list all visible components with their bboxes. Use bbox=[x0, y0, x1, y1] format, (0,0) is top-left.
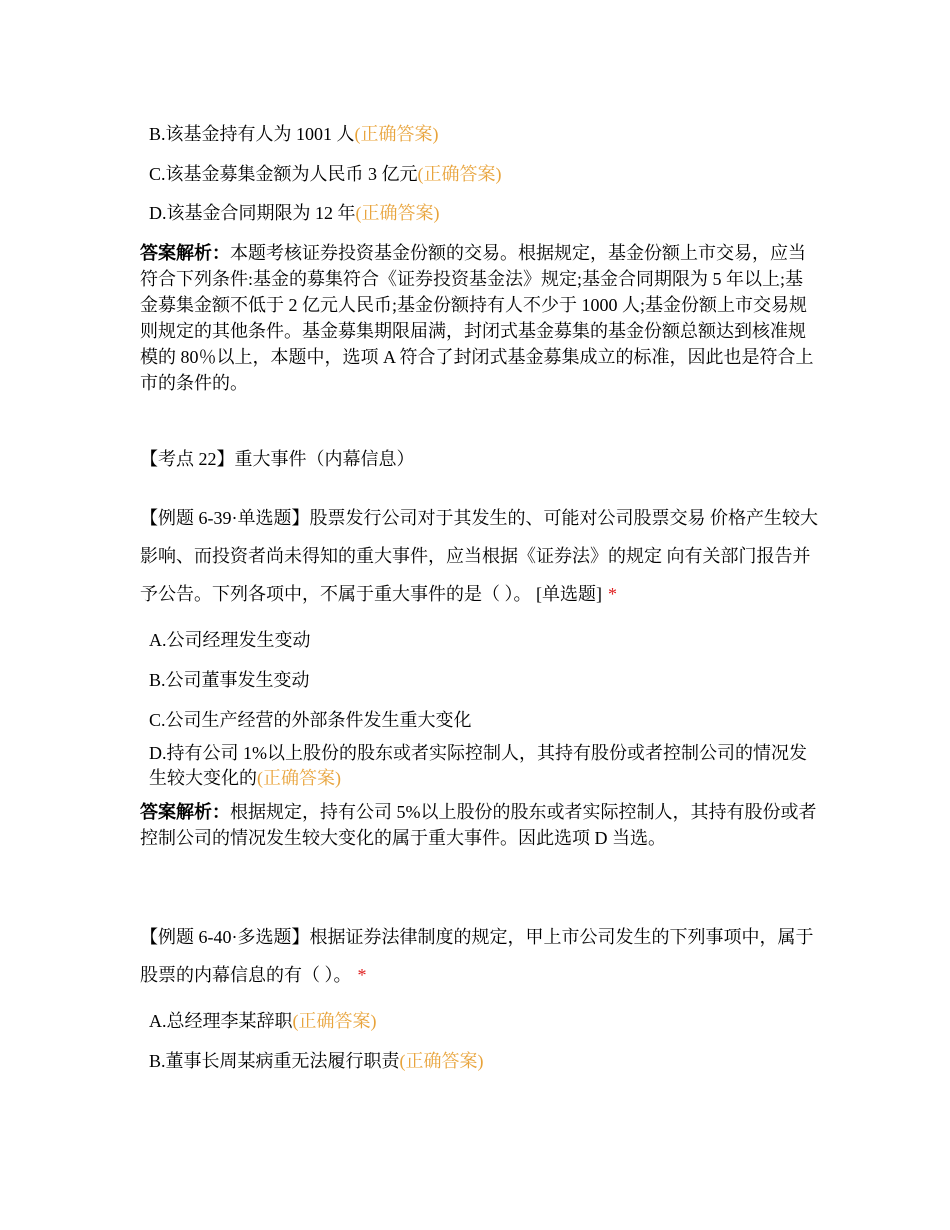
analysis-text: 根据规定，持有公司 5%以上股份的股东或者实际控制人，其持有股份或者控制公司的情况发生较大变化的属于重大事件。因此选项 D 当选。 bbox=[140, 802, 817, 848]
correct-answer-tag: (正确答案) bbox=[354, 124, 439, 144]
option-text: A.公司经理发生变动 bbox=[149, 630, 311, 650]
correct-answer-tag: (正确答案) bbox=[257, 768, 341, 788]
answer-analysis-q1 bbox=[140, 799, 820, 851]
option-b-q2[interactable] bbox=[149, 1049, 829, 1073]
option-c-q1[interactable] bbox=[149, 708, 829, 732]
option-text: B.公司董事发生变动 bbox=[149, 670, 310, 690]
required-mark: * bbox=[608, 584, 617, 604]
option-text: B.该基金持有人为 1001 人 bbox=[149, 124, 355, 144]
option-a-q2[interactable] bbox=[149, 1009, 829, 1033]
question-6-39 bbox=[140, 499, 820, 613]
option-text: D.持有公司 1%以上股份的股东或者实际控制人，其持有股份或者控制公司的情况发生较大变化的 bbox=[149, 743, 807, 788]
option-text: B.董事长周某病重无法履行职责 bbox=[149, 1051, 400, 1071]
required-mark: * bbox=[357, 965, 367, 985]
analysis-label: 答案解析： bbox=[140, 802, 230, 822]
option-b-q1[interactable] bbox=[149, 668, 829, 692]
question-6-40 bbox=[140, 918, 820, 994]
correct-answer-tag: (正确答案) bbox=[292, 1011, 377, 1031]
correct-answer-tag: (正确答案) bbox=[355, 203, 440, 223]
question-text: 【例题 6-40·多选题】根据证券法律制度的规定，甲上市公司发生的下列事项中，属于股票的内幕信息的有（ ）。 bbox=[140, 927, 814, 985]
option-text: D.该基金合同期限为 12 年 bbox=[149, 203, 356, 223]
option-d-q1[interactable] bbox=[149, 741, 809, 791]
option-a-q1[interactable] bbox=[149, 628, 829, 652]
correct-answer-tag: (正确答案) bbox=[417, 164, 502, 184]
option-b-1[interactable] bbox=[149, 122, 829, 146]
question-text: 【例题 6-39·单选题】股票发行公司对于其发生的、可能对公司股票交易 价格产生较大影响、而投资者尚未得知的重大事件，应当根据《证券法》的规定 向有关部门报告并予公告。下列各项中，不属于重大事件的是（ ）。 [单选题] bbox=[140, 508, 818, 604]
correct-answer-tag: (正确答案) bbox=[399, 1051, 484, 1071]
answer-analysis-1 bbox=[140, 240, 820, 396]
section-title: 【考点 22】重大事件（内幕信息） bbox=[140, 449, 415, 469]
option-text: C.公司生产经营的外部条件发生重大变化 bbox=[149, 710, 472, 730]
analysis-label: 答案解析： bbox=[140, 243, 230, 263]
option-d-1[interactable] bbox=[149, 201, 829, 225]
option-c-1[interactable] bbox=[149, 162, 829, 186]
option-text: A.总经理李某辞职 bbox=[149, 1011, 293, 1031]
analysis-text: 本题考核证券投资基金份额的交易。根据规定，基金份额上市交易，应当符合下列条件:基金的募集符合《证券投资基金法》规定;基金合同期限为 5 年以上;基金募集金额不低于 2 亿元人民币;基金份额持有人不少于 1000 人;基金份额上市交易规则规定的其他条件。基金募集期限届满，封闭式基金募集的基金份额总额达到核准规模的 80％以上，本题中，选项 A 符合了封闭式基金募集成立的标准，因此也是符合上市的条件的。 bbox=[140, 243, 814, 393]
option-text: C.该基金募集金额为人民币 3 亿元 bbox=[149, 164, 418, 184]
